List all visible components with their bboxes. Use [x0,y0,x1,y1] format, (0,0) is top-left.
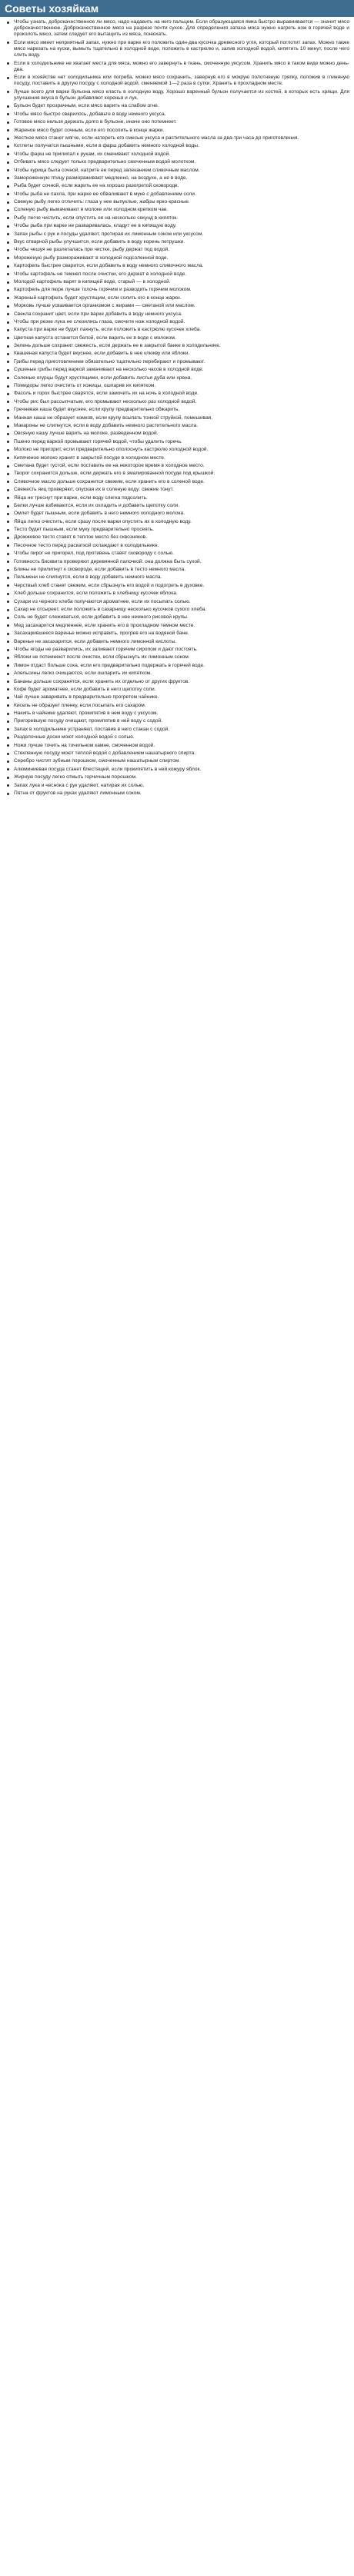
tip-item: Чтобы рис был рассыпчатым, его промывают несколько раз холодной водой. [14,399,349,405]
tip-item: Цветная капуста останется белой, если варить ее в воде с молоком. [14,335,349,341]
tip-item: Кофе будет ароматнее, если добавить в него щепотку соли. [14,687,349,693]
tip-item: Макароны не слипнутся, если в воду добавить немного растительного масла. [14,423,349,429]
tip-item: Жесткое мясо станет мягче, если натереть его смесью уксуса и растительного масла за два-три часа до приготовления. [14,135,349,141]
tip-item: Хлеб дольше сохранится, если положить в хлебницу кусочек яблока. [14,591,349,597]
tip-item: Чтобы ягоды не разварились, их заливают горячим сиропом и дают постоять. [14,647,349,653]
tip-item: Лучше всего для варки бульона мясо класть в холодную воду. Хорошо варенный бульон получается из костей, в которых есть хрящи. Для улучшения вкуса в бульон добавляют коренья и лук. [14,88,349,101]
tip-item: Капуста при варке не будет пахнуть, если положить в кастрюлю кусочек хлеба. [14,327,349,333]
tip-item: Свекла сохранит цвет, если при варке добавить в воду немного уксуса. [14,311,349,318]
tip-item: Рыба будет сочной, если жарить ее на хорошо разогретой сковороде. [14,183,349,189]
tip-item: Пригоревшую посуду очищают, прокипятив в ней воду с содой. [14,718,349,724]
tip-item: Чтобы картофель не темнел после очистки, его держат в холодной воде. [14,271,349,278]
tip-item: Фасоль и горох быстрее сварятся, если замочить их на ночь в холодной воде. [14,391,349,397]
tip-item: Картофель для пюре лучше толочь горячим и разводить горячим молоком. [14,287,349,293]
tip-item: Ножи лучше точить на точильном камне, смоченном водой. [14,743,349,749]
tip-item: Пельмени не слипнутся, если в воду добавить немного масла. [14,574,349,581]
tip-item: Овсяную кашу лучше варить на молоке, разведенном водой. [14,431,349,437]
tip-item: Замороженную птицу размораживают медленно, на воздухе, а не в воде. [14,175,349,181]
tip-item: Яйца легко очистить, если сразу после варки опустить их в холодную воду. [14,519,349,525]
tip-item: Отбивать мясо следует только предварительно смоченным водой молотком. [14,159,349,165]
tip-item: Яйца не треснут при варке, если воду слегка подсолить. [14,495,349,501]
tip-item: Соленые огурцы будут хрустящими, если добавить листья дуба или хрена. [14,375,349,381]
tip-item: Блины не прилипнут к сковороде, если добавить в тесто немного масла. [14,567,349,573]
tip-item: Сливочное масло дольше сохранится свежим, если хранить его в соленой воде. [14,479,349,485]
tip-item: Черствый хлеб станет свежим, если сбрызнуть его водой и подогреть в духовке. [14,583,349,589]
tips-list [0,17,354,797]
tip-item: Дрожжевое тесто ставят в теплое место без сквозняков. [14,534,349,541]
tip-item: Соленую рыбу вымачивают в молоке или холодном крепком чае. [14,207,349,213]
tip-item: Творог сохранится дольше, если держать его в эмалированной посуде под крышкой. [14,471,349,477]
tip-item: Чтобы мясо быстро сварилось, добавьте в воду немного уксуса. [14,111,349,118]
tip-item: Сметана будет густой, если поставить ее на некоторое время в холодное место. [14,463,349,469]
tip-item: Манная каша не образует комков, если крупу всыпать тонкой струйкой, помешивая. [14,415,349,421]
tip-item: Бананы дольше сохранятся, если хранить их отдельно от других фруктов. [14,679,349,685]
tip-item: Молодой картофель варят в кипящей воде, старый — в холодной. [14,279,349,285]
tip-item: Гречневая каша будет вкуснее, если крупу предварительно обжарить. [14,407,349,413]
tip-item: Яблоки не потемнеют после очистки, если сбрызнуть их лимонным соком. [14,654,349,661]
tip-item: Готовое мясо нельзя держать долго в бульоне, иначе оно потемнеет. [14,119,349,125]
tip-item: Накипь в чайнике удаляют, прокипятив в нем воду с уксусом. [14,711,349,717]
tip-item: Мороженую рыбу размораживают в холодной подсоленной воде. [14,255,349,261]
tip-item: Зелень дольше сохранит свежесть, если держать ее в закрытой банке в холодильнике. [14,343,349,349]
tip-item: Пятна от фруктов на руках удаляют лимонным соком. [14,790,349,797]
tip-item: Сухари из черного хлеба получаются ароматнее, если их посыпать солью. [14,599,349,605]
tip-item: Засахарившееся варенье можно исправить, прогрев его на водяной бане. [14,631,349,637]
tip-item: Помидоры легко очистить от кожицы, ошпарив их кипятком. [14,383,349,389]
tip-item: Бульон будет прозрачным, если мясо варить на слабом огне. [14,103,349,109]
tip-item: Сушеные грибы перед варкой замачивают на несколько часов в холодной воде. [14,367,349,373]
tip-item: Рыбу легче чистить, если опустить ее на несколько секунд в кипяток. [14,215,349,221]
tip-item: Жирную посуду легко отмыть горчичным порошком. [14,774,349,780]
tip-item: Запах лука и чеснока с рук удаляют, натирая их солью. [14,783,349,789]
tip-item: Лимон отдаст больше сока, если его предварительно подержать в горячей воде. [14,663,349,669]
tip-item: Морковь лучше усваивается организмом с жирами — сметаной или маслом. [14,303,349,309]
tip-item: Стеклянную посуду моют теплой водой с добавлением нашатырного спирта. [14,751,349,757]
tip-item: Жареное мясо будет сочным, если его посолить в конце жарки. [14,128,349,134]
tip-item: Варенье не засахарится, если добавить немного лимонной кислоты. [14,639,349,645]
tip-item: Свежую рыбу легко отличить: глаза у нее выпуклые, жабры ярко-красные. [14,199,349,205]
tip-item: Песочное тесто перед раскаткой охлаждают в холодильнике. [14,543,349,549]
tip-item: Картофель быстрее сварится, если добавить в воду немного сливочного масла. [14,263,349,269]
tip-item: Чтобы фарш не прилипал к рукам, их смачивают холодной водой. [14,151,349,158]
tip-item: Если в холодильнике не хватает места для мяса, можно его завернуть в ткань, смоченную уксусом. Хранить мясо в таком виде можно день-два. [14,60,349,72]
page-title: Советы хозяйкам [0,0,354,17]
tip-item: Чай лучше заваривать в предварительно прогретом чайнике. [14,694,349,701]
tip-item: Сахар не отсыреет, если положить в сахарницу несколько кусочков сухого хлеба. [14,607,349,613]
tip-item: Чтобы рыба не пахла, при жарке ее обваливают в муке с добавлением соли. [14,191,349,198]
tip-item: Чтобы рыба при варке не разваривалась, кладут ее в кипящую воду. [14,223,349,229]
tip-item: Молоко не пригорит, если предварительно ополоснуть кастрюлю холодной водой. [14,447,349,453]
tip-item: Тесто будет пышным, если муку предварительно просеять. [14,527,349,533]
tip-item: Готовность бисквита проверяют деревянной палочкой: она должна быть сухой. [14,559,349,565]
tip-item: Чтобы узнать, доброкачественное ли мясо, надо надавить на него пальцем. Если образующаяся ямка быстро выравнивается — значит мясо доброкачественное. Доброкачественное мясо на разрезе почти сухое. Для определения запаха мяса нужно нагреть нож в горячей воде и проколоть мясо, затем следует его вытащить из мяса, понюхать. [14,19,349,38]
tip-item: Разделочные доски моют холодной водой с солью. [14,734,349,741]
tip-item: Если мясо имеет неприятный запах, нужно при варке его положить один-два кусочка древесного угля, который поглотит запах. Можно также мясо нарезать на куски, вымыть тщательно в холодной воде, положить в кастрюлю и, залив холодной водой, кипятить 10 минут, после чего слить воду. [14,39,349,58]
tip-item: Свежесть яиц проверяют, опуская их в соленую воду: свежие тонут. [14,487,349,493]
tip-item: Грибы перед приготовлением обязательно тщательно перебирают и промывают. [14,359,349,365]
tip-item: Запах рыбы с рук и посуды удаляют, протирая их лимонным соком или уксусом. [14,231,349,238]
tip-item: Алюминиевая посуда станет блестящей, если прокипятить в ней кожуру яблок. [14,767,349,773]
tip-item: Запах в холодильнике устраняют, поставив в него стакан с содой. [14,727,349,733]
tip-item: Мед засахарится медленнее, если хранить его в прохладном темном месте. [14,623,349,629]
tip-item: Кипяченое молоко хранят в закрытой посуде в холодном месте. [14,455,349,461]
tip-item: Белки лучше взбиваются, если их охладить и добавить щепотку соли. [14,503,349,509]
tip-item: Вкус отварной рыбы улучшится, если добавить в воду корень петрушки. [14,239,349,245]
tip-item: Пшено перед варкой промывают горячей водой, чтобы удалить горечь. [14,439,349,445]
tip-item: Апельсины легко очищаются, если ошпарить их кипятком. [14,671,349,677]
tip-item: Если в хозяйстве нет холодильника или погреба, можно мясо сохранить, завернув его в мокрую полотняную тряпку, положив в глиняную посуду, поставить в другую посуду с холодной водой, сменяемой 1—2 раза в сутки. Хранить в прохладном месте. [14,75,349,87]
tip-item: Котлеты получатся пышными, если в фарш добавить немного холодной воды. [14,143,349,149]
tip-item: Чтобы пирог не пригорел, под противень ставят сковороду с солью. [14,551,349,557]
tip-item: Квашеная капуста будет вкуснее, если добавить в нее клюкву или яблоки. [14,351,349,357]
tip-item: Серебро чистят зубным порошком, смоченным нашатырным спиртом. [14,758,349,764]
tip-item: Чтобы чешуя не разлеталась при чистке, рыбу держат под водой. [14,247,349,253]
tip-item: Чтобы при резке лука не слезились глаза, смочите нож холодной водой. [14,319,349,325]
tip-item: Чтобы курица была сочной, натрите ее перед запеканием сливочным маслом. [14,168,349,174]
tip-item: Омлет будет пышным, если добавить в него немного холодного молока. [14,511,349,517]
tip-item: Кисель не образует пленку, если посыпать его сахаром. [14,703,349,709]
tip-item: Соль не будет слеживаться, если добавить в нее немного рисовой крупы. [14,614,349,621]
tip-item: Жареный картофель будет хрустящим, если солить его в конце жарки. [14,295,349,301]
